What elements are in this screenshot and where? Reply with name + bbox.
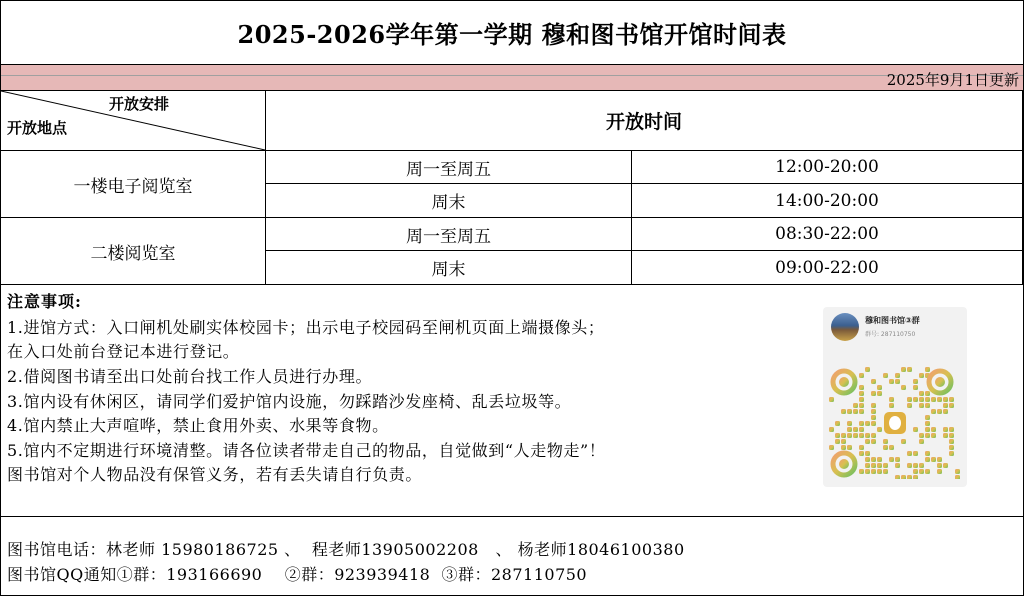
note-line: 在入口处前台登记本进行登记。 <box>7 342 240 361</box>
location-name: 二楼阅览室 <box>1 218 266 285</box>
title-row <box>1 1 1023 65</box>
days-cell: 周末 <box>266 184 632 218</box>
hours-cell: 12:00-20:00 <box>632 151 1023 184</box>
note-line: 2.借阅图书请至出口处前台找工作人员进行办理。 <box>7 367 373 386</box>
group-name: 穆和图书馆③群 <box>865 316 920 325</box>
days-cell: 周末 <box>266 251 632 285</box>
hours-cell: 08:30-22:00 <box>632 218 1023 251</box>
note-line: 图书馆对个人物品没有保管义务，若有丢失请自行负责。 <box>7 465 423 484</box>
update-date: 2025年9月1日更新 <box>886 71 1019 89</box>
note-line: 3.馆内设有休闲区，请同学们爱护馆内设施，勿踩踏沙发座椅、乱丢垃圾等。 <box>7 392 572 411</box>
qr-code-icon <box>829 367 961 479</box>
phone-line: 图书馆电话：林老师 15980186725 、 程老师13905002208 、 杨老师18046100380 <box>7 540 685 559</box>
note-line: 1.进馆方式：入口闸机处刷实体校园卡；出示电子校园码至闸机页面上端摄像头； <box>7 318 605 337</box>
days-cell: 周一至周五 <box>266 218 632 251</box>
update-row <box>1 65 1023 91</box>
days-cell: 周一至周五 <box>266 151 632 184</box>
header-location: 开放地点 <box>7 119 68 137</box>
qq-group-card <box>823 307 967 487</box>
update-band <box>1 65 1023 76</box>
location-name: 一楼电子阅览室 <box>1 151 266 218</box>
contacts-section <box>1 517 1023 595</box>
qq-line: 图书馆QQ通知①群：193166690 ②群：923939418 ③群：287110750 <box>7 565 588 584</box>
group-id: 群号: 287110750 <box>865 331 916 338</box>
hours-cell: 09:00-22:00 <box>632 251 1023 285</box>
header-time: 开放时间 <box>266 91 1023 151</box>
note-line: 5.馆内不定期进行环境清整。请各位读者带走自己的物品，自觉做到“人走物走”！ <box>7 441 606 460</box>
note-line: 4.馆内禁止大声喧哗，禁止食用外卖、水果等食物。 <box>7 416 389 435</box>
notes-title: 注意事项: <box>7 292 82 311</box>
hours-cell: 14:00-20:00 <box>632 184 1023 218</box>
header-arrangement: 开放安排 <box>109 95 170 113</box>
group-avatar <box>831 313 859 341</box>
header-diagonal-cell <box>1 91 266 151</box>
page-title: 2025-2026学年第一学期 穆和图书馆开馆时间表 <box>237 20 787 49</box>
